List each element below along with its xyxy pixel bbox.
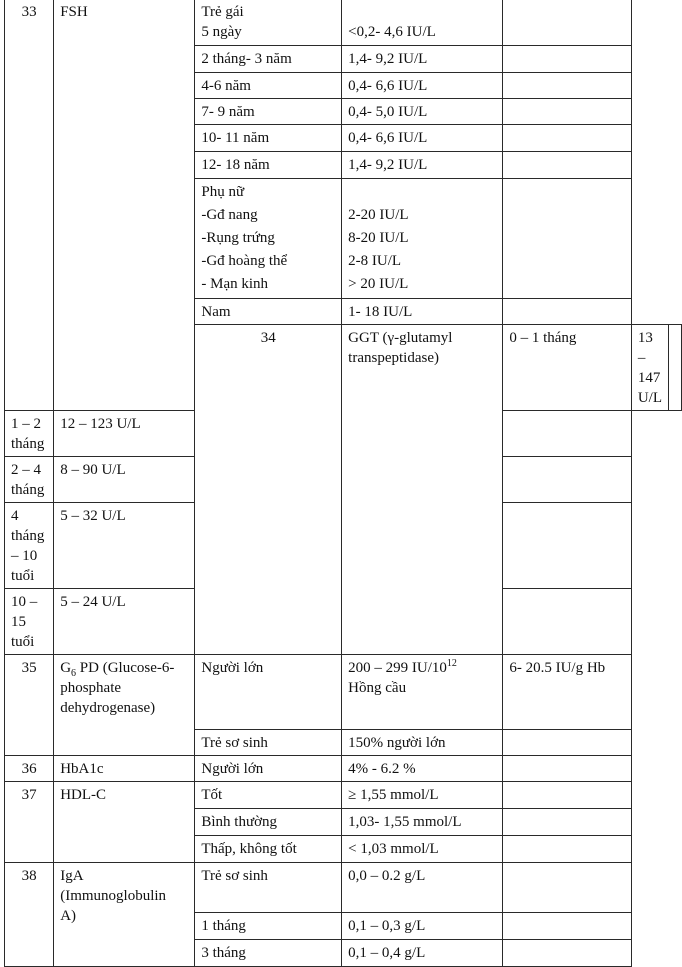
- age-group: 5 ngày: [201, 24, 242, 40]
- reference-value: 13 – 147 U/L: [631, 325, 668, 411]
- test-name: GGT (γ-glutamyl: [348, 330, 453, 346]
- reference-value: 5 – 24 U/L: [54, 589, 195, 655]
- reference-value: 1,4- 9,2 IU/L: [342, 46, 503, 73]
- test-name-cell: [54, 655, 195, 756]
- test-name-continued: (Immunoglobulin: [60, 888, 167, 904]
- extra-cell: [503, 152, 631, 179]
- test-name-continued: dehydrogenase): [60, 700, 156, 716]
- extra-cell: [503, 73, 631, 99]
- age-group: 7- 9 năm: [195, 99, 342, 125]
- reference-value: 1,03- 1,55 mmol/L: [342, 809, 503, 836]
- reference-value: < 1,03 mmol/L: [342, 836, 503, 863]
- reference-value: 150% người lớn: [342, 730, 503, 756]
- test-name-continued: phosphate: [60, 680, 122, 696]
- reference-value: 4% - 6.2 %: [342, 756, 503, 782]
- age-group: -Rụng trứng: [201, 230, 275, 246]
- extra-cell: [503, 730, 631, 756]
- test-name-cell: [54, 863, 195, 967]
- extra-cell: [503, 99, 631, 125]
- test-number: 35: [5, 655, 54, 756]
- age-group: 10- 11 năm: [195, 125, 342, 152]
- extra-cell: [503, 756, 631, 782]
- reference-values-table: [4, 0, 682, 967]
- age-group: 2 – 4 tháng: [5, 457, 54, 503]
- test-number: 37: [5, 782, 54, 863]
- table-row: [5, 655, 682, 730]
- extra-cell: [503, 411, 631, 457]
- age-group: - Mạn kinh: [201, 276, 269, 292]
- reference-value-cell: [342, 655, 503, 730]
- age-group-cell: [195, 179, 342, 299]
- test-name: FSH: [54, 0, 195, 411]
- test-name: HDL-C: [54, 782, 195, 863]
- age-group: 10 – 15 tuổi: [5, 589, 54, 655]
- reference-value: 0,1 – 0,4 g/L: [342, 940, 503, 967]
- reference-value: 12 – 123 U/L: [54, 411, 195, 457]
- test-number: 34: [195, 325, 342, 655]
- reference-value: 0,4- 6,6 IU/L: [342, 73, 503, 99]
- test-name-continued: A): [60, 908, 77, 924]
- age-group: Trẻ sơ sinh: [195, 863, 342, 913]
- extra-cell: [503, 782, 631, 809]
- extra-cell: [503, 503, 631, 589]
- age-group: 4-6 năm: [195, 73, 342, 99]
- extra-cell: [503, 863, 631, 913]
- table-row: [5, 782, 682, 809]
- group-heading: Phụ nữ: [201, 184, 245, 200]
- extra-cell: [503, 940, 631, 967]
- reference-value: 5 – 32 U/L: [54, 503, 195, 589]
- age-group: -Gđ hoàng thể: [201, 253, 288, 269]
- reference-value: 1- 18 IU/L: [342, 299, 503, 325]
- reference-value: 2-20 IU/L: [348, 207, 409, 223]
- extra-cell: [503, 589, 631, 655]
- reference-value: 0,1 – 0,3 g/L: [342, 913, 503, 940]
- extra-cell: [503, 46, 631, 73]
- reference-value: 0,4- 5,0 IU/L: [342, 99, 503, 125]
- extra-cell: [503, 809, 631, 836]
- age-group: Người lớn: [195, 756, 342, 782]
- reference-value: 200 – 299 $IU/10^{12}$: [348, 658, 457, 676]
- age-group: 4 tháng – 10 tuổi: [5, 503, 54, 589]
- reference-value: ≥ 1,55 mmol/L: [342, 782, 503, 809]
- extra-cell: [503, 179, 631, 299]
- age-group: Nam: [195, 299, 342, 325]
- alternate-value: 6- 20.5 IU/g Hb: [503, 655, 631, 730]
- test-name-continued: transpeptidase): [348, 350, 439, 366]
- reference-value: 8 – 90 U/L: [54, 457, 195, 503]
- age-group: Bình thường: [195, 809, 342, 836]
- group-heading: Trẻ gái: [201, 4, 244, 20]
- reference-value: 0,4- 6,6 IU/L: [342, 125, 503, 152]
- extra-cell: [503, 913, 631, 940]
- reference-value: 0,0 – 0.2 g/L: [342, 863, 503, 913]
- reference-value: > 20 IU/L: [348, 276, 409, 292]
- age-group: 1 – 2 tháng: [5, 411, 54, 457]
- table-row: [5, 756, 682, 782]
- age-group: 2 tháng- 3 năm: [195, 46, 342, 73]
- reference-value: 1,4- 9,2 IU/L: [342, 152, 503, 179]
- age-group: -Gđ nang: [201, 207, 258, 223]
- reference-value: 2-8 IU/L: [348, 253, 402, 269]
- age-group: 1 tháng: [195, 913, 342, 940]
- reference-value: <0,2- 4,6 IU/L: [348, 24, 436, 40]
- age-group: 3 tháng: [195, 940, 342, 967]
- extra-cell: [503, 125, 631, 152]
- reference-value-unit: Hồng cầu: [348, 680, 407, 696]
- test-name: IgA: [60, 868, 84, 884]
- age-group: Tốt: [195, 782, 342, 809]
- extra-cell: [503, 457, 631, 503]
- table-row: [5, 863, 682, 913]
- age-group: Thấp, không tốt: [195, 836, 342, 863]
- age-group: 12- 18 năm: [195, 152, 342, 179]
- age-group-cell: [195, 0, 342, 46]
- test-name: HbA1c: [54, 756, 195, 782]
- age-group: 0 – 1 tháng: [503, 325, 631, 411]
- extra-cell: [503, 0, 631, 46]
- reference-value-cell: [342, 0, 503, 46]
- age-group: Trẻ sơ sinh: [195, 730, 342, 756]
- reference-value: 8-20 IU/L: [348, 230, 409, 246]
- extra-cell: [503, 836, 631, 863]
- table-row: [5, 0, 682, 46]
- test-name-cell: [342, 325, 503, 655]
- test-number: 36: [5, 756, 54, 782]
- reference-value-cell: [342, 179, 503, 299]
- test-number: 38: [5, 863, 54, 967]
- extra-cell: [503, 299, 631, 325]
- extra-cell: [669, 325, 682, 411]
- test-number: 33: [5, 0, 54, 411]
- age-group: Người lớn: [195, 655, 342, 730]
- test-name: $G_6$ PD (Glucose-6-: [60, 660, 175, 679]
